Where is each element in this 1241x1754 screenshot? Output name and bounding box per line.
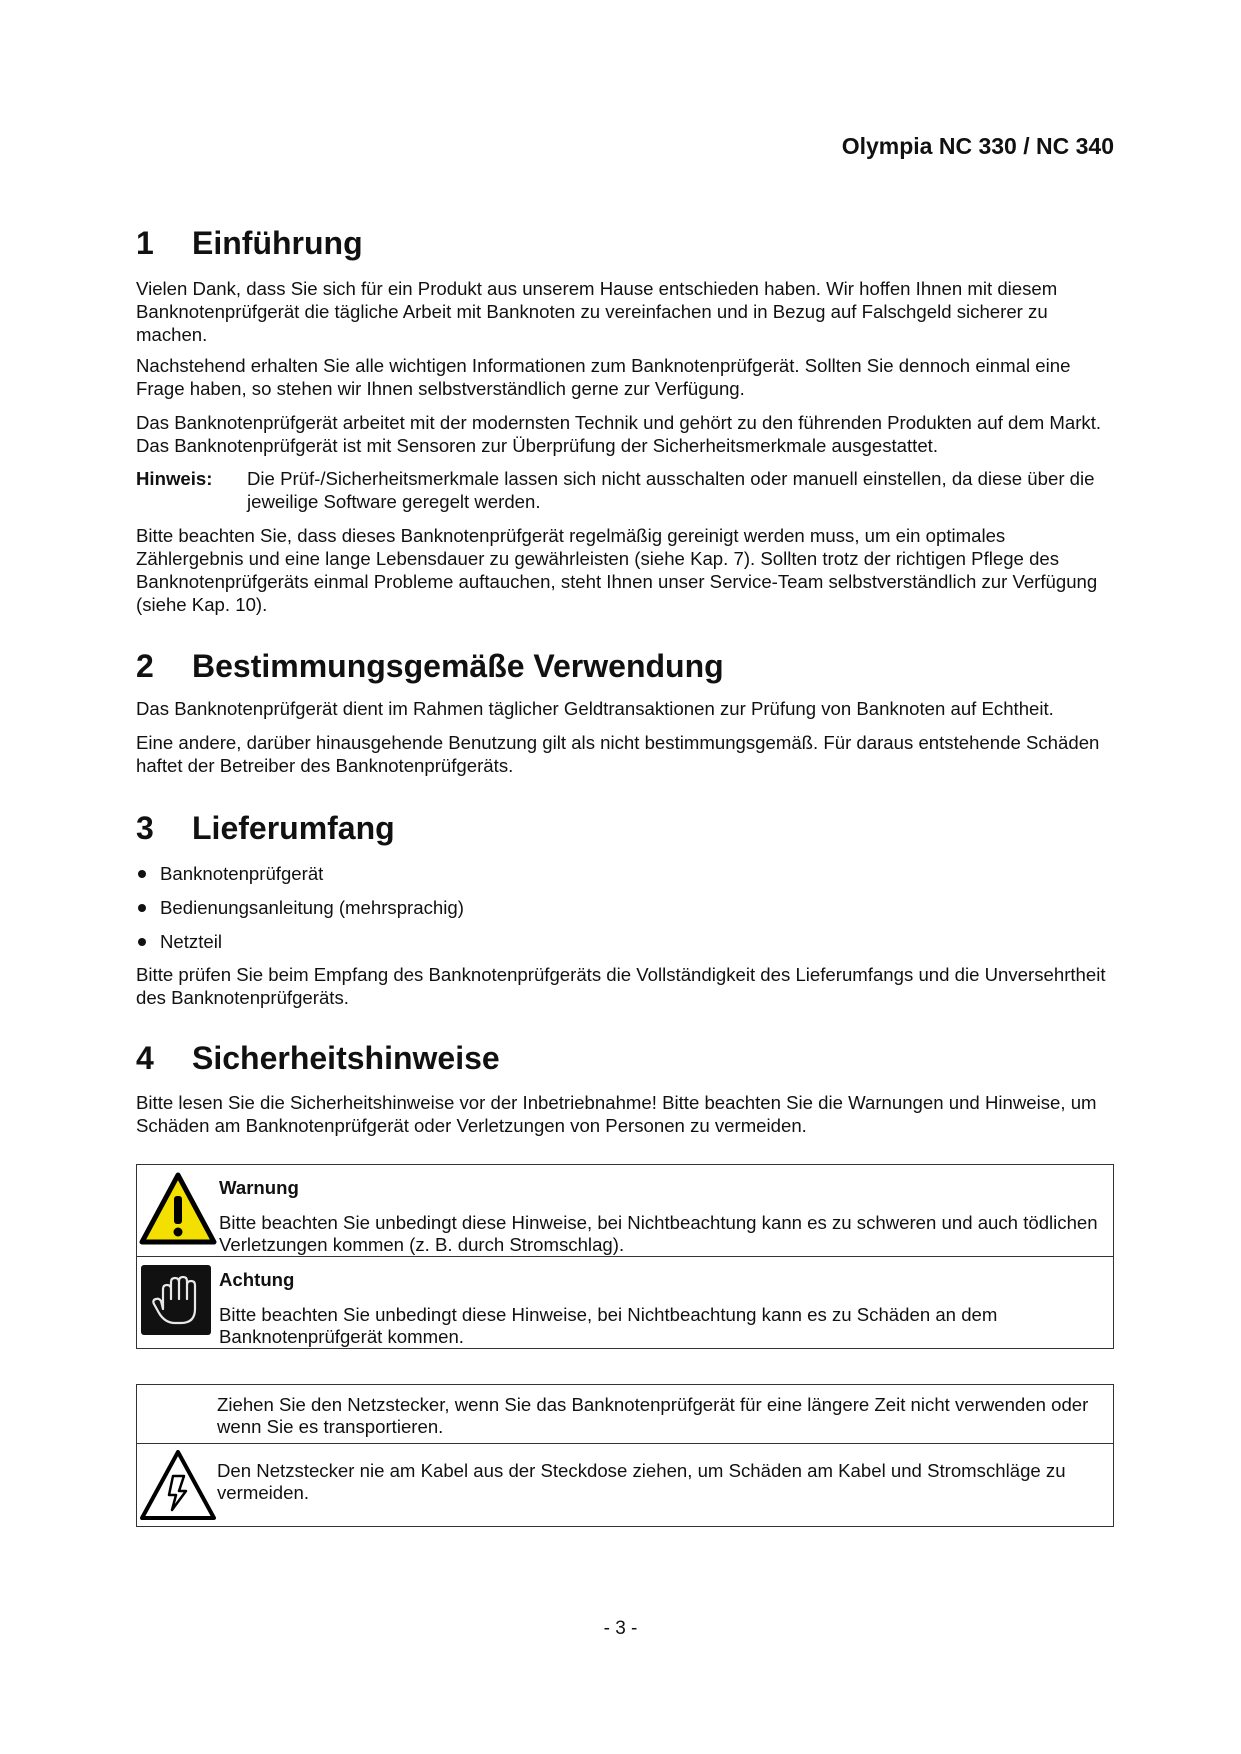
legend-title: Achtung (219, 1269, 295, 1290)
warning-legend-box (136, 1164, 1114, 1349)
section-number: 4 (136, 1040, 154, 1076)
high-voltage-icon (139, 1448, 217, 1527)
note-block (136, 467, 1116, 513)
section-1-heading (136, 225, 363, 262)
paragraph: Das Banknotenprüfgerät arbeitet mit der modernsten Technik und gehört zu den führenden Produkten auf dem Markt. Das Banknotenprüfgerät ist mit Sensoren zur Überprüfung der Sicherheitsmerkmale ausgestattet. (136, 412, 1102, 456)
legend-row-caution (137, 1257, 1113, 1348)
paragraph: Bitte lesen Sie die Sicherheitshinweise vor der Inbetriebnahme! Bitte beachten Sie die Warnungen und Hinweise, um Schäden am Banknotenprüfgerät oder Verletzungen von Personen zu vermeiden. (136, 1092, 1097, 1136)
section-number: 2 (136, 648, 154, 684)
section-title: Sicherheitshinweise (192, 1040, 500, 1076)
bullet-icon (138, 938, 146, 946)
section-title: Lieferumfang (192, 810, 395, 846)
note-text: Die Prüf-/Sicherheitsmerkmale lassen sich nicht ausschalten oder manuell einstellen, da diese über die jeweilige Software geregelt werden. (247, 468, 1095, 512)
hint-text: Ziehen Sie den Netzstecker, wenn Sie das Banknotenprüfgerät für eine längere Zeit nicht verwenden oder wenn Sie es transportieren. (217, 1394, 1089, 1437)
list-item-text: Banknotenprüfgerät (160, 863, 324, 884)
paragraph: Bitte prüfen Sie beim Empfang des Banknotenprüfgeräts die Vollständigkeit des Lieferumfangs und die Unversehrtheit des Banknotenprüfgeräts. (136, 964, 1106, 1008)
legend-row-warning (137, 1165, 1113, 1257)
section-number: 3 (136, 810, 154, 846)
paragraph: Eine andere, darüber hinausgehende Benutzung gilt als nicht bestimmungsgemäß. Für daraus entstehende Schäden haftet der Betreiber des Banknotenprüfgeräts. (136, 732, 1100, 776)
safety-hints-box (136, 1384, 1114, 1527)
document-header-title: Olympia NC 330 / NC 340 (841, 133, 1114, 159)
section-2-heading (136, 648, 724, 685)
note-label: Hinweis: (136, 468, 213, 489)
stop-hand-icon (141, 1265, 211, 1340)
list-item-text: Bedienungsanleitung (mehrsprachig) (160, 897, 464, 918)
paragraph: Vielen Dank, dass Sie sich für ein Produkt aus unserem Hause entschieden haben. Wir hoffen Ihnen mit diesem Banknotenprüfgerät die tägliche Arbeit mit Banknoten zu vereinfachen und in Bezug auf Falschgeld sicherer zu machen. (136, 278, 1058, 345)
section-4-heading (136, 1040, 500, 1077)
paragraph: Bitte beachten Sie, dass dieses Banknotenprüfgerät regelmäßig gereinigt werden muss, um ein optimales Zählergebnis und eine lange Lebensdauer zu gewährleisten (siehe Kap. 7). Sollten trotz der richtigen Pflege des Banknotenprüfgeräts einmal Probleme auftauchen, steht Ihnen unser Service-Team selbstverständlich zur Verfügung (siehe Kap. 10). (136, 525, 1098, 615)
section-title: Bestimmungsgemäße Verwendung (192, 648, 724, 684)
section-title: Einführung (192, 225, 363, 261)
section-3-heading (136, 810, 395, 847)
list-item (136, 896, 464, 930)
legend-title: Warnung (219, 1177, 299, 1198)
warning-triangle-icon (139, 1172, 217, 1251)
hint-row (137, 1385, 1113, 1444)
bullet-icon (138, 870, 146, 878)
legend-text: Bitte beachten Sie unbedingt diese Hinweise, bei Nichtbeachtung kann es zu schweren und auch tödlichen Verletzungen kommen (z. B. durch Stromschlag). (219, 1212, 1098, 1255)
page-number: - 3 - (603, 1618, 638, 1639)
legend-text: Bitte beachten Sie unbedingt diese Hinweise, bei Nichtbeachtung kann es zu Schäden an dem Banknotenprüfgerät kommen. (219, 1304, 998, 1347)
delivery-list (136, 862, 464, 964)
hint-text: Den Netzstecker nie am Kabel aus der Steckdose ziehen, um Schäden am Kabel und Stromschläge zu vermeiden. (217, 1460, 1066, 1503)
paragraph: Nachstehend erhalten Sie alle wichtigen Informationen zum Banknotenprüfgerät. Sollten Sie dennoch einmal eine Frage haben, so stehen wir Ihnen selbstverständlich gerne zur Verfügung. (136, 355, 1071, 399)
list-item-text: Netzteil (160, 931, 223, 952)
hint-row (137, 1444, 1113, 1526)
paragraph: Das Banknotenprüfgerät dient im Rahmen täglicher Geldtransaktionen zur Prüfung von Banknoten auf Echtheit. (136, 698, 1054, 719)
list-item (136, 930, 464, 964)
bullet-icon (138, 904, 146, 912)
section-number: 1 (136, 225, 154, 261)
list-item (136, 862, 464, 896)
